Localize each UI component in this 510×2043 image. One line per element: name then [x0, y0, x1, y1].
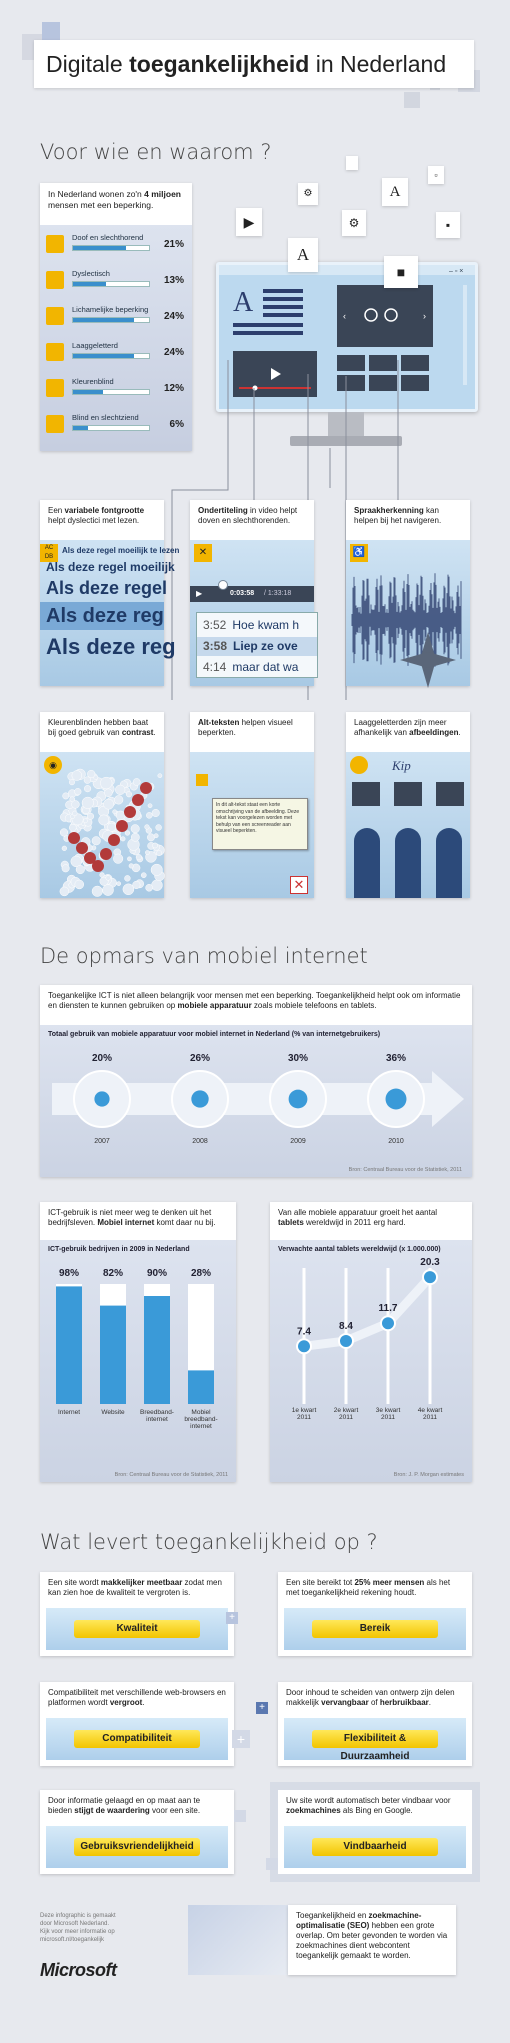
seo-text: Toegankelijkheid en zoekmachine-optimalisatie (SEO) hebben een grote overlap. Om beter gevonden te worden via zoekmachines dient webcontent toegankelijk gemaakt te worden. [296, 1911, 448, 1960]
year-label: 2010 [388, 1138, 404, 1145]
plus-icon: + [226, 1612, 238, 1624]
person-figure [436, 828, 462, 898]
tablets-chart [270, 1240, 472, 1482]
letter-icon: A [288, 238, 318, 272]
tool-caption-contrast: Kleurenblinden hebben baat bij goed gebruik van contrast. [48, 718, 156, 737]
bubble-label: 26% [189, 1053, 211, 1064]
bar-category-label: Breedband-internet [140, 1409, 174, 1423]
benefit-band [284, 1718, 466, 1760]
subtitle-time: 4:14 [203, 660, 227, 674]
bar [188, 1370, 214, 1404]
subtitle-text: Hoe kwam h [232, 618, 300, 632]
chicken-image [352, 782, 380, 806]
benefit-card [40, 1682, 234, 1766]
section-heading-who: Voor wie en waarom ? [40, 140, 272, 164]
bar-category-label: Website [101, 1409, 125, 1416]
bar-category-label: Mobiel breedband-internet [184, 1409, 218, 1430]
gear-file-icon: ⚙ [298, 183, 318, 205]
business-intro: ICT-gebruik is niet meer weg te denken uit het bedrijfsleven. Mobiel internet komt daar nu bij. [48, 1208, 216, 1227]
doc-icon: ▫ [428, 166, 444, 184]
benefit-button[interactable]: Vindbaarheid [312, 1838, 438, 1856]
font-demo-line: Als deze reg [46, 634, 176, 659]
bar-value-label: 90% [146, 1268, 168, 1279]
bar-value-label: 82% [102, 1268, 124, 1279]
font-demo-line-selected: Als deze reg [40, 602, 164, 630]
bubble-label: 20% [91, 1053, 113, 1064]
plus-deco [234, 1810, 246, 1822]
chicken-image [436, 782, 464, 806]
x-tick-label: 2e kwart 2011 [333, 1407, 359, 1421]
bar [144, 1296, 170, 1404]
footer-note: Deze infographic is gemaakt door Microsoft Nederland. Kijk voor meer informatie op microsoft.nl/toegankelijk [40, 1913, 116, 1943]
benefit-text: Uw site wordt automatisch beter vindbaar voor zoekmachines als Bing en Google. [286, 1796, 451, 1815]
svg-text:‹: ‹ [343, 311, 346, 321]
bar [56, 1286, 82, 1404]
benefit-text: Een site bereikt tot 25% meer mensen als het met toegankelijkheid rekening houdt. [286, 1578, 451, 1597]
year-label: 2009 [290, 1138, 306, 1145]
chart2-source: Bron: Centraal Bureau voor de Statistiek, 2011 [114, 1472, 228, 1478]
tool-card-speech [346, 500, 470, 686]
tool-card-alt-text [190, 712, 314, 898]
svg-text:A: A [233, 287, 254, 318]
benefit-text: Door inhoud te scheiden van ontwerp zijn delen makkelijk vervangbaar of herbruikbaar. [286, 1688, 455, 1707]
subtitle-row [197, 637, 317, 656]
mobile-usage-card [40, 985, 472, 1177]
data-point [297, 1339, 311, 1353]
scrubber-handle [218, 580, 228, 590]
chart1-source: Bron: Centraal Bureau voor de Statistiek, 2011 [348, 1167, 462, 1173]
bar-value-label: 98% [58, 1268, 80, 1279]
disability-value: 13% [163, 275, 184, 286]
chart1-title: Totaal gebruik van mobiele apparatuur voor mobiel internet in Nederland (% van internetgebruikers) [48, 1031, 381, 1038]
dots-image [394, 782, 422, 806]
disability-label: Dyslectisch [72, 269, 110, 278]
section-heading-mobile: De opmars van mobiel internet [40, 944, 368, 968]
business-bar-chart [40, 1256, 236, 1464]
alt-text-tooltip: In dit alt-tekst staat een korte omschrijving van de afbeelding. Deze tekst kan voorgelezen worden met behulp van een screenreader aan visueel beperkten. [212, 798, 308, 850]
subtitle-demo [190, 540, 314, 686]
benefit-band [284, 1608, 466, 1650]
video-time: 0:03:58 [230, 590, 255, 597]
play-icon: ▶ [196, 589, 203, 598]
tool-caption-images: Laaggeletterden zijn meer afhankelijk van afbeeldingen. [354, 718, 461, 737]
tool-card-font-size [40, 500, 180, 686]
chart2-title: ICT-gebruik bedrijven in 2009 in Nederland [48, 1246, 190, 1253]
waveform-graphic [346, 570, 470, 686]
business-ict-chart [40, 1240, 236, 1482]
benefit-band [284, 1826, 466, 1868]
tablets-line-chart [270, 1256, 472, 1464]
chart3-source: Bron: J. P. Morgan estimates [393, 1472, 464, 1478]
stats-intro: In Nederland wonen zo'n 4 miljoen mensen met een beperking. [48, 189, 181, 210]
data-label: 7.4 [297, 1326, 311, 1338]
x-tick-label: 1e kwart 2011 [291, 1407, 317, 1421]
bubble-label: 30% [287, 1053, 309, 1064]
image-caption-word: Kip [392, 758, 411, 773]
bar-category-label: Internet [57, 1409, 81, 1416]
video-controls [190, 586, 314, 602]
benefit-band [46, 1608, 228, 1650]
subtitle-list [196, 612, 318, 678]
svg-text:›: › [423, 311, 426, 321]
benefit-text: Compatibiliteit met verschillende web-browsers en platformen wordt vergroot. [48, 1688, 226, 1707]
plus-icon: + [256, 1702, 268, 1714]
business-ict-card [40, 1202, 236, 1482]
benefit-button[interactable]: Bereik [312, 1620, 438, 1638]
plus-icon: + [232, 1730, 250, 1748]
eye-icon: ◉ [44, 756, 62, 774]
bar-value-label: 28% [190, 1268, 212, 1279]
disability-label: Laaggeletterd [72, 341, 118, 350]
tablets-intro: Van alle mobiele apparatuur groeit het aantal tablets wereldwijd in 2011 erg hard. [278, 1208, 438, 1227]
benefit-band [46, 1826, 228, 1868]
mobile-usage-timeline [40, 1047, 472, 1159]
tablets-card [270, 1202, 472, 1482]
tool-card-subtitles [190, 500, 314, 686]
year-label: 2008 [192, 1138, 208, 1145]
benefit-text: Een site wordt makkelijker meetbaar zodat men kan zien hoe de kwaliteit te vergroten is. [48, 1578, 222, 1597]
benefit-card [278, 1572, 472, 1656]
contrast-demo [40, 752, 164, 898]
camera-icon: ■ [384, 256, 418, 288]
tool-card-contrast [40, 712, 164, 898]
cursor-icon [196, 774, 208, 786]
svg-text:– ▫ ×: – ▫ × [449, 268, 464, 275]
disability-label: Doof en slechthorend [72, 233, 144, 242]
benefit-card [278, 1790, 472, 1874]
tool-caption-speech: Spraakherkenning kan helpen bij het navigeren. [354, 506, 442, 525]
subtitle-row [197, 616, 317, 635]
disability-value: 12% [163, 383, 184, 394]
benefit-button[interactable]: Flexibiliteit & Duurzaamheid [312, 1730, 438, 1748]
disability-value: 21% [163, 239, 184, 250]
person-figure [354, 828, 380, 898]
disability-value: 24% [163, 311, 184, 322]
video-file-icon: ▶ [236, 208, 262, 236]
data-point [423, 1270, 437, 1284]
data-label: 20.3 [420, 1257, 440, 1269]
subtitle-text: maar dat wa [232, 660, 299, 674]
data-point [339, 1334, 353, 1348]
wheelchair-icon: ♿ [350, 544, 368, 562]
benefit-card [278, 1682, 472, 1766]
speech-bubble-icon: ▪ [436, 212, 460, 238]
benefit-button[interactable]: Kwaliteit [74, 1620, 200, 1638]
deaf-icon: ✕ [194, 544, 212, 562]
series-line [304, 1277, 430, 1346]
benefit-card [40, 1790, 234, 1874]
subtitle-time: 3:52 [203, 618, 227, 632]
disability-label: Kleurenblind [72, 377, 114, 386]
person-figure [395, 828, 421, 898]
bubble-value [94, 1091, 109, 1106]
video-total: / 1:33:18 [264, 590, 292, 597]
benefit-button[interactable]: Gebruiksvriendelijkheid [74, 1838, 200, 1856]
face-icon [350, 756, 368, 774]
subtitle-row [197, 658, 317, 677]
x-tick-label: 4e kwart 2011 [417, 1407, 443, 1421]
data-label: 11.7 [378, 1303, 398, 1315]
speech-demo [346, 540, 470, 686]
disability-value: 6% [169, 419, 184, 430]
mobile-intro: Toegankelijke ICT is niet alleen belangrijk voor mensen met een beperking. Toegankelijkheid helpt ook om informatie en diensten te kunnen gebruiken op mobiele apparatuur zoals mobiele telefoons en tablets. [48, 991, 461, 1010]
microsoft-logo: Microsoft [40, 1960, 117, 1980]
benefit-button[interactable]: Compatibiliteit [74, 1730, 200, 1748]
font-demo-line: Als deze regel moeilijk [46, 560, 175, 574]
chart3-title: Verwachte aantal tablets wereldwijd (x 1.000.000) [278, 1246, 441, 1253]
disability-label: Lichamelijke beperking [72, 305, 149, 314]
benefit-text: Door informatie gelaagd en op maat aan te bieden stijgt de waardering voor een site. [48, 1796, 201, 1815]
bubble-value [289, 1090, 308, 1109]
data-label: 8.4 [339, 1320, 353, 1332]
bubble-value [191, 1090, 208, 1107]
tool-card-images [346, 712, 470, 898]
page-title: Digitale toegankelijkheid in Nederland [46, 51, 447, 77]
seo-card [288, 1905, 456, 1975]
bubble-value [386, 1089, 407, 1110]
section-heading-benefits: Wat levert toegankelijkheid op ? [40, 1530, 378, 1554]
subtitle-time: 3:58 [203, 639, 228, 653]
gear-icon: ⚙ [342, 210, 366, 236]
alt-text-demo [190, 752, 314, 898]
broken-image-icon: ✕ [290, 876, 308, 894]
font-demo-line: Als deze regel moeilijk te lezen [62, 546, 180, 555]
tool-caption-alt: Alt-teksten helpen visueel beperkten. [198, 718, 293, 737]
tool-caption-subtitles: Ondertiteling in video helpt doven en slechthorenden. [198, 506, 298, 525]
plus-deco [266, 1858, 278, 1870]
data-point [381, 1316, 395, 1330]
disability-value: 24% [163, 347, 184, 358]
font-demo-line: Als deze regel [46, 578, 168, 598]
benefit-band [46, 1718, 228, 1760]
arrow-graphic [188, 1905, 288, 1975]
benefit-card [40, 1572, 234, 1656]
dyslexia-icon: AC DB [40, 544, 58, 562]
text-file-icon: A [382, 178, 408, 206]
images-demo [346, 752, 470, 898]
mobile-usage-chart [40, 1025, 472, 1177]
disability-label: Blind en slechtziend [72, 413, 139, 422]
year-label: 2007 [94, 1138, 110, 1145]
x-tick-label: 3e kwart 2011 [375, 1407, 401, 1421]
tool-caption-font: Een variabele fontgrootte helpt dyslectici met lezen. [48, 506, 145, 525]
subtitle-text: Liep ze ove [233, 639, 298, 653]
color-blind-test-graphic [40, 752, 164, 898]
bar [100, 1306, 126, 1404]
font-size-demo [40, 540, 180, 686]
bubble-label: 36% [385, 1053, 407, 1064]
